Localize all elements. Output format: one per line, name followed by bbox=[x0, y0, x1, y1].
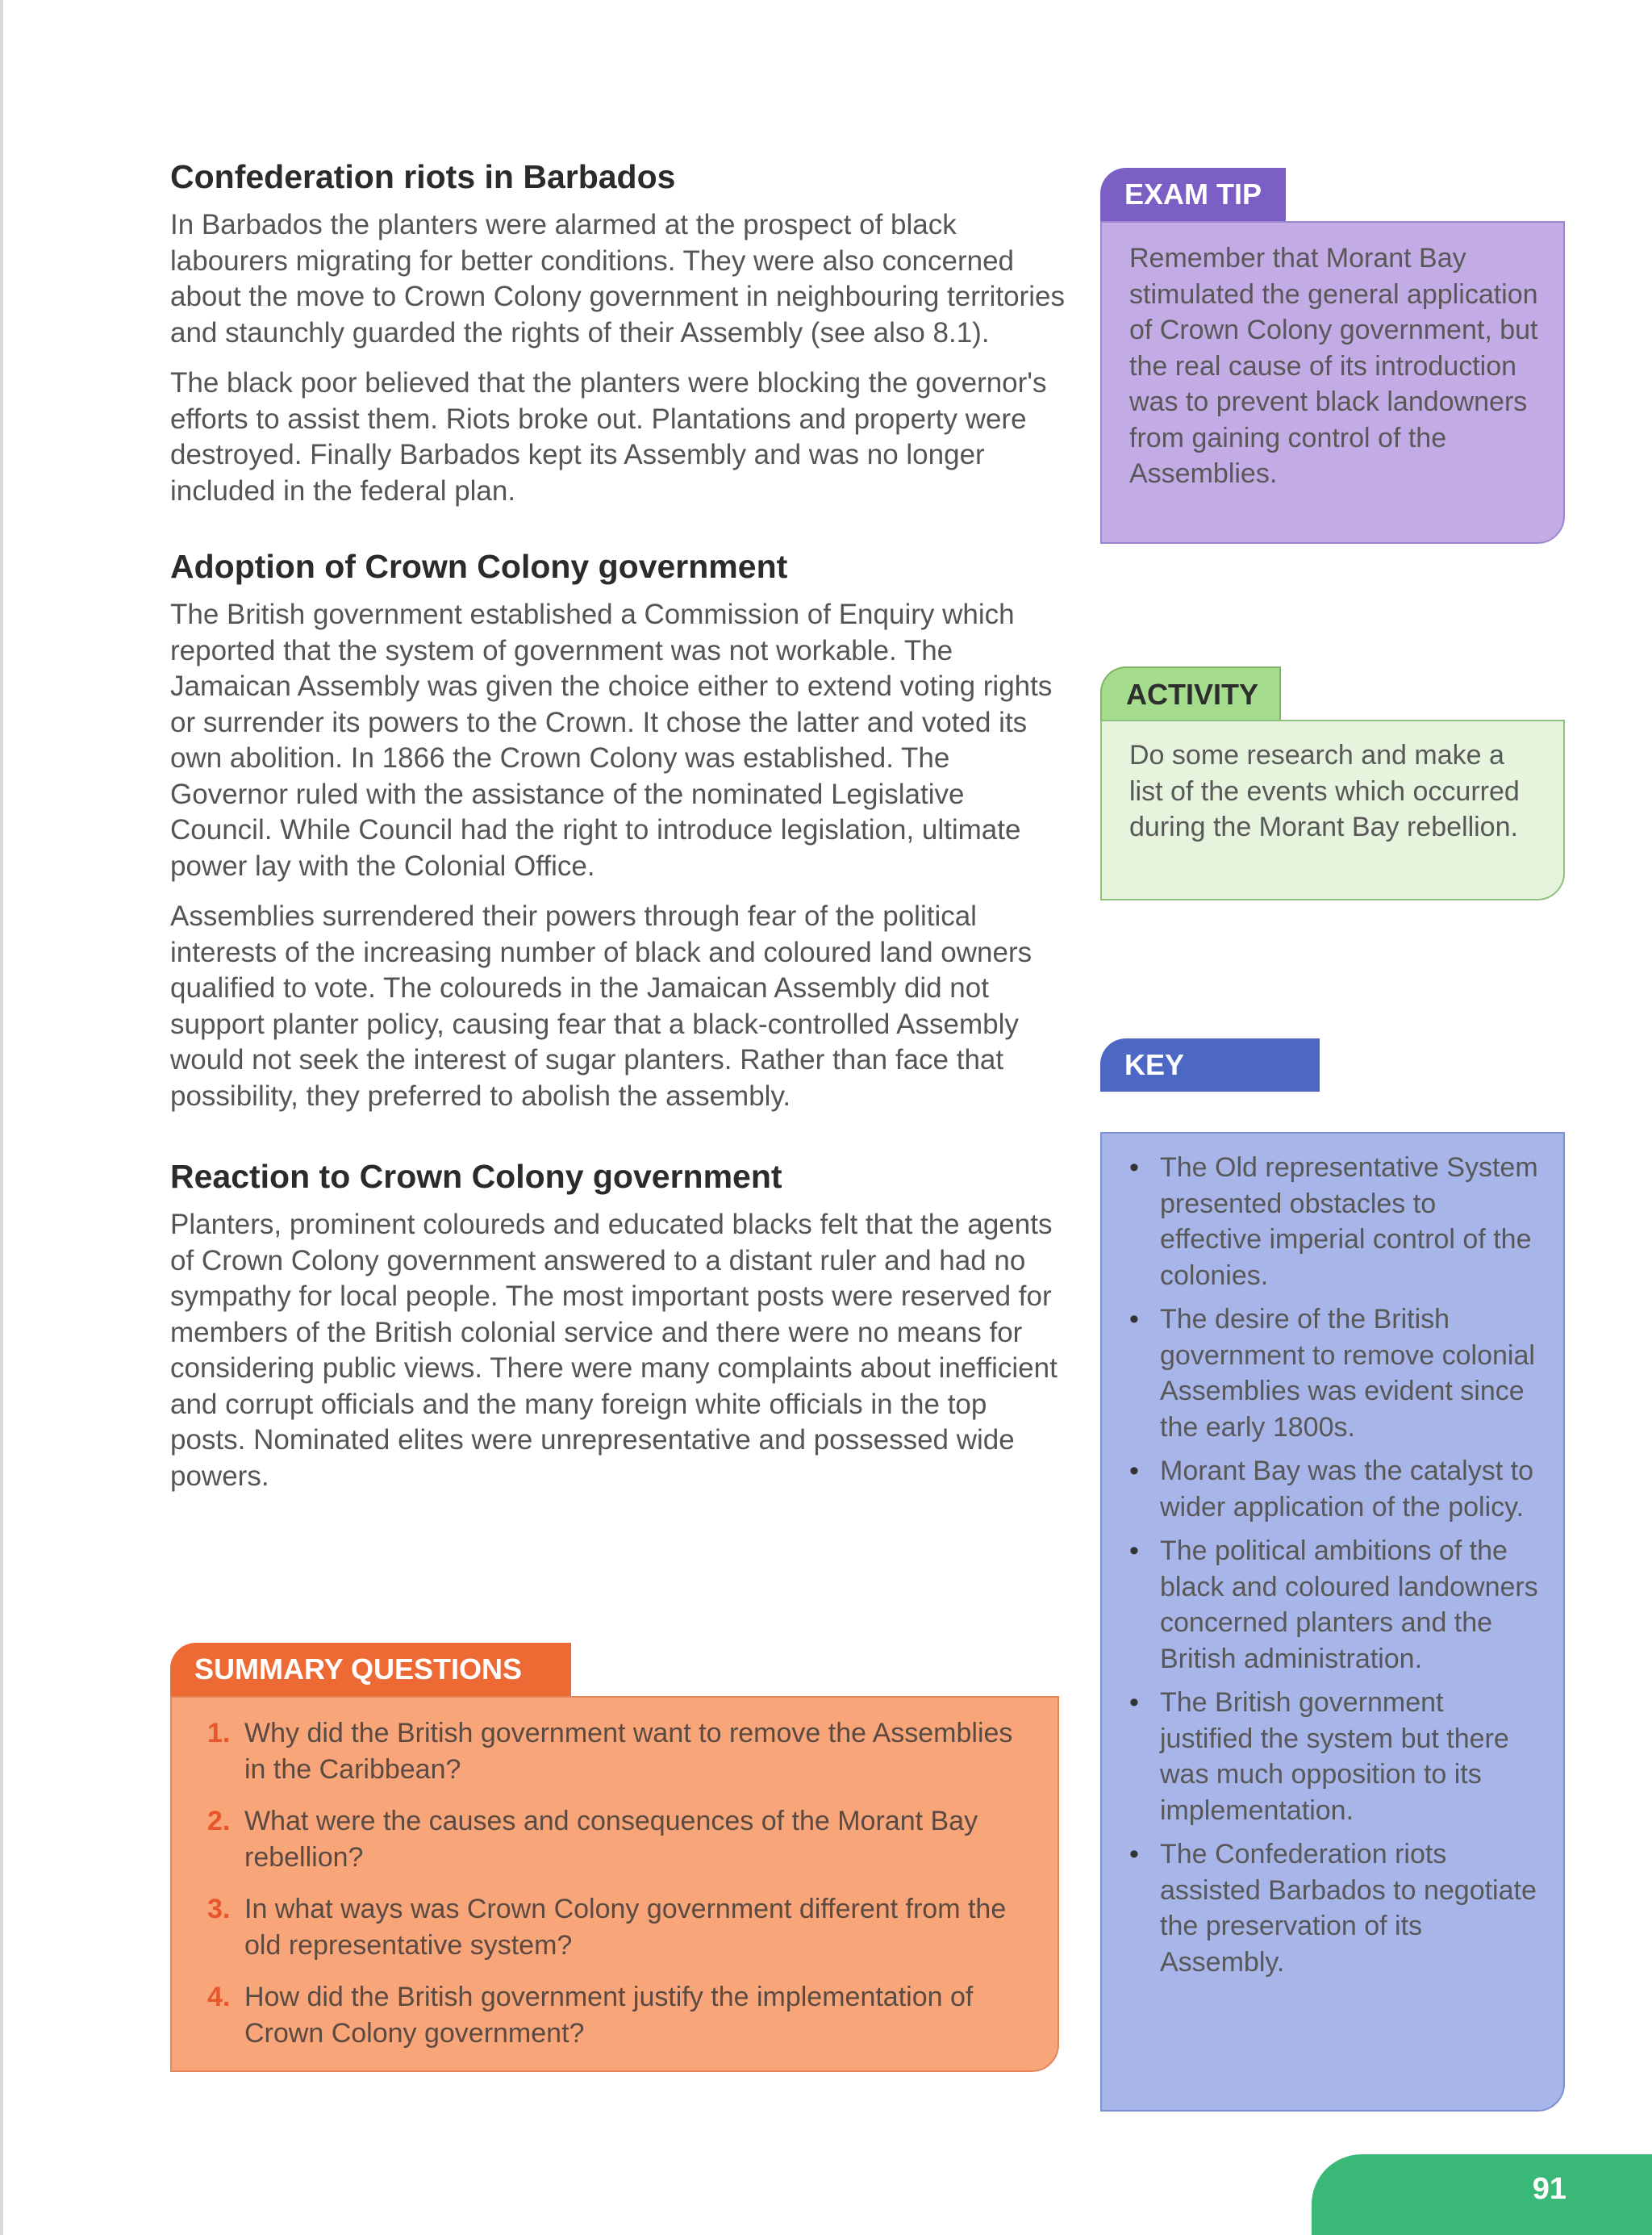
key-point-item bbox=[1123, 1453, 1544, 1525]
summary-questions-body bbox=[170, 1696, 1059, 2072]
bullet-icon: • bbox=[1129, 1687, 1139, 1718]
page-number-tab bbox=[1312, 2154, 1652, 2235]
key-point-item bbox=[1123, 1150, 1544, 1293]
key-point-item bbox=[1123, 1301, 1544, 1445]
question-number: 3. bbox=[207, 1894, 231, 1924]
key-point-item bbox=[1123, 1533, 1544, 1677]
key-point-text: Morant Bay was the catalyst to wider application of the policy. bbox=[1160, 1456, 1533, 1523]
paragraph-adoption-2: Assemblies surrendered their powers through fear of the political interests of the increasing number of black and coloured land owners qualified to vote. The coloureds in the Jamaican Assembly did not support planter policy, causing fear that a black-controlled Assembly would not seek the interest of sugar planters. Rather than face that possibility, they preferred to abolish the assembly. bbox=[170, 900, 1032, 1112]
summary-question bbox=[196, 1979, 1030, 2051]
page-edge bbox=[0, 0, 3, 2235]
heading-reaction-crown-colony: Reaction to Crown Colony government bbox=[170, 1158, 782, 1196]
bullet-icon: • bbox=[1129, 1152, 1139, 1183]
summary-question bbox=[196, 1715, 1030, 1787]
paragraph-reaction-1: Planters, prominent coloureds and educated blacks felt that the agents of Crown Colony government answered to a distant ruler and had no sympathy for local people. The most important posts were reserved for members of the British colonial service and there were no means for considering public views. There were many complaints about inefficient and corrupt officials and the many foreign white officials in the top posts. Nominated elites were unrepresentative and possessed wide powers. bbox=[170, 1209, 1058, 1492]
bullet-icon: • bbox=[1129, 1839, 1139, 1869]
page-number: 91 bbox=[1532, 2172, 1566, 2206]
exam-tip-title: EXAM TIP bbox=[1100, 168, 1286, 221]
key-points-body bbox=[1100, 1132, 1565, 2112]
key-points-box bbox=[1100, 1038, 1565, 2112]
summary-questions-box bbox=[170, 1643, 1059, 2072]
summary-questions-title: SUMMARY QUESTIONS bbox=[170, 1643, 571, 1696]
exam-tip-text: Remember that Morant Bay stimulated the general application of Crown Colony government, but the real cause of its introduction was to prevent black landowners from gaining control of the Assemblies. bbox=[1100, 221, 1565, 544]
activity-box bbox=[1100, 666, 1565, 900]
summary-question bbox=[196, 1803, 1030, 1875]
bullet-icon: • bbox=[1129, 1535, 1139, 1566]
bullet-icon: • bbox=[1129, 1304, 1139, 1335]
question-text: In what ways was Crown Colony government different from the old representative system? bbox=[244, 1894, 1007, 1961]
key-point-item bbox=[1123, 1836, 1544, 1980]
exam-tip-box bbox=[1100, 168, 1565, 544]
key-point-text: The British government justified the system but there was much opposition to its implementation. bbox=[1160, 1687, 1509, 1826]
key-points-title: KEY POINTS bbox=[1100, 1038, 1320, 1092]
heading-adoption-crown-colony: Adoption of Crown Colony government bbox=[170, 548, 788, 586]
question-number: 4. bbox=[207, 1982, 231, 2012]
paragraph-adoption-1: The British government established a Commission of Enquiry which reported that the system of government was not workable. The Jamaican Assembly was given the choice either to extend voting rights or surrender its powers to the Crown. It chose the latter and voted its own abolition. In 1866 the Crown Colony was established. The Governor ruled with the assistance of the nominated Legislative Council. While Council had the right to introduce legislation, ultimate power lay with the Colonial Office. bbox=[170, 599, 1053, 882]
question-number: 1. bbox=[207, 1718, 231, 1748]
paragraph-barbados-2: The black poor believed that the planters were blocking the governor's efforts to assist them. Riots broke out. Plantations and property were destroyed. Finally Barbados kept its Assembly and was no longer included in the federal plan. bbox=[170, 367, 1047, 507]
paragraph-barbados-1: In Barbados the planters were alarmed at the prospect of black labourers migrating for better conditions. They were also concerned about the move to Crown Colony government in neighbouring territories and staunchly guarded the rights of their Assembly (see also 8.1). bbox=[170, 209, 1065, 349]
question-text: How did the British government justify the implementation of Crown Colony government? bbox=[244, 1982, 974, 2049]
key-point-text: The political ambitions of the black and coloured landowners concerned planters and the British administration. bbox=[1160, 1535, 1538, 1674]
summary-question bbox=[196, 1891, 1030, 1963]
heading-confederation-riots: Confederation riots in Barbados bbox=[170, 158, 676, 195]
question-text: Why did the British government want to remove the Assemblies in the Caribbean? bbox=[244, 1718, 1013, 1785]
key-points-list bbox=[1123, 1150, 1544, 1980]
main-column bbox=[170, 158, 1066, 1494]
question-text: What were the causes and consequences of the Morant Bay rebellion? bbox=[244, 1806, 978, 1873]
key-point-text: The Confederation riots assisted Barbados to negotiate the preservation of its Assembly. bbox=[1160, 1839, 1537, 1978]
key-point-text: The Old representative System presented obstacles to effective imperial control of the colonies. bbox=[1160, 1152, 1538, 1291]
summary-questions-list bbox=[196, 1715, 1030, 2051]
question-number: 2. bbox=[207, 1806, 231, 1836]
key-point-text: The desire of the British government to remove colonial Assemblies was evident since the early 1800s. bbox=[1160, 1304, 1535, 1443]
activity-title: ACTIVITY bbox=[1100, 666, 1281, 720]
activity-text: Do some research and make a list of the events which occurred during the Morant Bay rebellion. bbox=[1100, 720, 1565, 900]
key-point-item bbox=[1123, 1685, 1544, 1828]
bullet-icon: • bbox=[1129, 1456, 1139, 1486]
